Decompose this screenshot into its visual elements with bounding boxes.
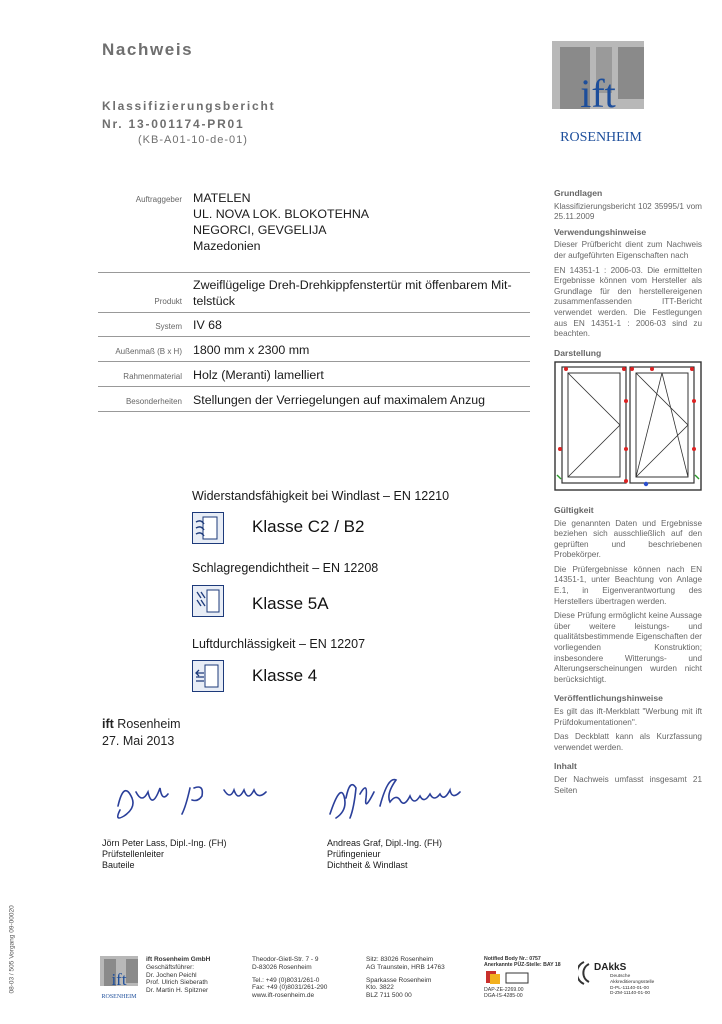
detail-label: Rahmenmaterial (123, 372, 182, 381)
dakks-details (610, 974, 654, 997)
client-country: Mazedonien (193, 239, 261, 253)
footer-line: Notified Body Nr.: 0757 (484, 956, 541, 962)
detail-row-special-features (98, 387, 530, 412)
footer-line: Deutsche (610, 974, 631, 979)
footer-line: DGA-IS-4285-00 (484, 993, 523, 1000)
signatory-dept: Dichtheit & Windlast (327, 860, 408, 870)
detail-value (193, 273, 530, 309)
footer-line: Dr. Martin H. Spitzner (146, 987, 209, 995)
grundlagen-heading: Grundlagen (554, 188, 603, 198)
detail-row-dimensions (98, 337, 530, 362)
footer-company (146, 956, 210, 995)
darstellung-heading: Darstellung (554, 347, 602, 358)
dakks-name: DAkkS (594, 962, 627, 973)
verwendung-heading: Verwendungshinweise (554, 226, 647, 237)
detail-label: Besonderheiten (125, 397, 182, 406)
detail-value: IV 68 (193, 318, 222, 332)
detail-value (193, 186, 530, 254)
footer-line: Sparkasse Rosenheim (366, 976, 432, 984)
footer-line: Fax: +49 (0)8031/261-290 (252, 984, 328, 992)
footer-logo-text: ift (111, 970, 127, 989)
detail-row-client (98, 186, 530, 273)
driving-rain-icon (192, 585, 224, 617)
footer-registry (366, 956, 445, 1000)
detail-row-frame-material (98, 362, 530, 387)
signatory-graf (327, 838, 442, 871)
detail-label: Außenmaß (B x H) (115, 347, 182, 356)
footer-line: D-ZM-11140-01-00 (610, 991, 651, 997)
detail-row-system (98, 313, 530, 337)
footer-line: ift Rosenheim GmbH (146, 956, 211, 963)
air-class: Klasse 4 (252, 666, 318, 685)
accreditation-logos (484, 969, 561, 987)
inhalt-text: Der Nachweis umfasst insgesamt 21 Seiten (554, 774, 702, 795)
gueltigkeit-text-1: Die genannten Daten und Ergebnisse beziehen sich ausschließlich auf den geprüften und beschriebenen Probekörper. (554, 518, 702, 560)
air-permeability-icon (192, 660, 224, 692)
footer-line: Kto. 3822 (366, 984, 394, 992)
footer-line: Anerkannte PÜZ-Stelle: BAY 18 (484, 962, 561, 969)
signature-lass (98, 768, 318, 832)
client-name: MATELEN (193, 191, 251, 205)
footer-line: D-PL-11140-01-00 (610, 985, 650, 991)
footer-line: Sitz: 83026 Rosenheim (366, 956, 434, 963)
detail-value: 1800 mm x 2300 mm (193, 343, 310, 357)
product-line-1: Zweiflügelige Dreh-Drehkippfenstertür mit öffenbarem Mit- (193, 278, 512, 292)
gueltigkeit-text-3: Diese Prüfung ermöglicht keine Aussage über weitere leistungs- und qualitätsbestimmende Eigenschaften der vorliegenden Konstruktion; insbesondere Witterungs- und Alterungserscheinungen wurden nicht berücksichtigt. (554, 611, 702, 684)
footer-line: DAP-ZE-2269.00 (484, 986, 524, 993)
footer-line: BLZ 711 500 00 (366, 992, 412, 1000)
grundlagen-text: Klassifizierungsbericht 102 35995/1 vom 25.11.2009 (554, 201, 702, 222)
signatory-lass (102, 838, 227, 871)
veroeff-text-2: Das Deckblatt kann als Kurzfassung verwendet werden. (554, 732, 702, 752)
detail-label: System (155, 322, 182, 331)
issuer (102, 716, 181, 733)
wind-load-icon (192, 512, 224, 544)
footer-line: AG Traunstein, HRB 14763 (366, 963, 445, 971)
report-code: (KB-A01-10-de-01) (138, 134, 248, 146)
place-date (102, 716, 181, 750)
logo-city: ROSENHEIM (560, 130, 642, 145)
client-city: NEGORCI, GEVGELIJA (193, 223, 327, 237)
detail-label: Produkt (154, 297, 182, 306)
gueltigkeit-text-2: Die Prüfergebnisse können nach EN 14351-1, unter Beachtung von Anlage E.1, in Eigenverantwortung des Herstellers übertragen werden. (554, 564, 702, 606)
detail-table (98, 186, 530, 412)
product-line-2: telstück (193, 294, 236, 308)
client-street: UL. NOVA LOK. BLOKOTEHNA (193, 207, 370, 221)
footer-logo (100, 956, 140, 1007)
footer-accreditation (484, 956, 561, 1000)
ift-logo (552, 41, 650, 152)
verwendung-text-2: EN 14351-1 : 2006-03. Die ermittelten Ergebnisse können vom Hersteller als Grundlage für den herstellereigenen zusammenfassenden ITT-Bericht verwendet werden. Die Festlegungen aus EN 14351-1 : 2006-03 sind zu beachten. (554, 265, 702, 339)
signatory-role: Prüfstellenleiter (102, 849, 165, 859)
footer-line: Theodor-Gietl-Str. 7 - 9 (252, 956, 319, 963)
issuer-rest: Rosenheim (113, 717, 181, 731)
detail-label: Auftraggeber (135, 195, 182, 204)
footer-logo-city: ROSENHEIM (101, 994, 137, 1000)
windload-heading: Widerstandsfähigkeit bei Windlast – EN 12210 (192, 489, 450, 503)
verwendung-text-1: Dieser Prüfbericht dient zum Nachweis der aufgeführten Eigenschaften nach (554, 240, 702, 260)
signatory-role: Prüfingenieur (327, 849, 381, 859)
gueltigkeit-heading: Gültigkeit (554, 504, 594, 515)
form-reference: 08-03 / 505 Vorgang 09-00020 (8, 905, 16, 994)
detail-value: Holz (Meranti) lamelliert (193, 368, 324, 382)
signature-graf (320, 770, 520, 832)
veroeff-heading: Veröffentlichungshinweise (554, 693, 663, 704)
footer-line: Dr. Jochen Peichl (146, 971, 197, 979)
website-link[interactable]: www.ift-rosenheim.de (252, 992, 315, 1000)
signatory-name: Andreas Graf, Dipl.-Ing. (FH) (327, 838, 443, 848)
footer-address (252, 956, 327, 1000)
report-heading (102, 97, 275, 133)
logo-text: ift (580, 71, 616, 116)
veroeff-text-1: Es gilt das ift-Merkblatt "Werbung mit ift Prüfdokumentationen". (554, 707, 702, 727)
footer-line: Tel.: +49 (0)8031/261-0 (252, 976, 320, 984)
sidebar-notes (554, 188, 702, 800)
footer-line: D-83026 Rosenheim (252, 963, 312, 971)
detail-value: Stellungen der Verriegelungen auf maximalem Anzug (193, 393, 486, 407)
signatory-dept: Bauteile (102, 860, 135, 870)
air-heading: Luftdurchlässigkeit – EN 12207 (192, 637, 366, 651)
inhalt-heading: Inhalt (554, 761, 577, 772)
footer-line: Geschäftsführer: (146, 963, 195, 971)
footer-line: Prof. Ulrich Sieberath (146, 979, 208, 987)
report-number: Nr. 13-001174-PR01 (102, 117, 245, 131)
footer-line: Akkreditierungsstelle (610, 979, 655, 985)
windload-class: Klasse C2 / B2 (252, 517, 365, 536)
document-title: Nachweis (102, 40, 194, 59)
window-drawing (554, 361, 702, 495)
issuer-bold: ift (102, 717, 114, 731)
issue-date: 27. Mai 2013 (102, 734, 175, 748)
detail-row-product (98, 273, 530, 313)
signatory-name: Jörn Peter Lass, Dipl.-Ing. (FH) (102, 838, 227, 848)
rain-heading: Schlagregendichtheit – EN 12208 (192, 561, 379, 575)
rain-class: Klasse 5A (252, 594, 329, 613)
report-type: Klassifizierungsbericht (102, 99, 276, 113)
